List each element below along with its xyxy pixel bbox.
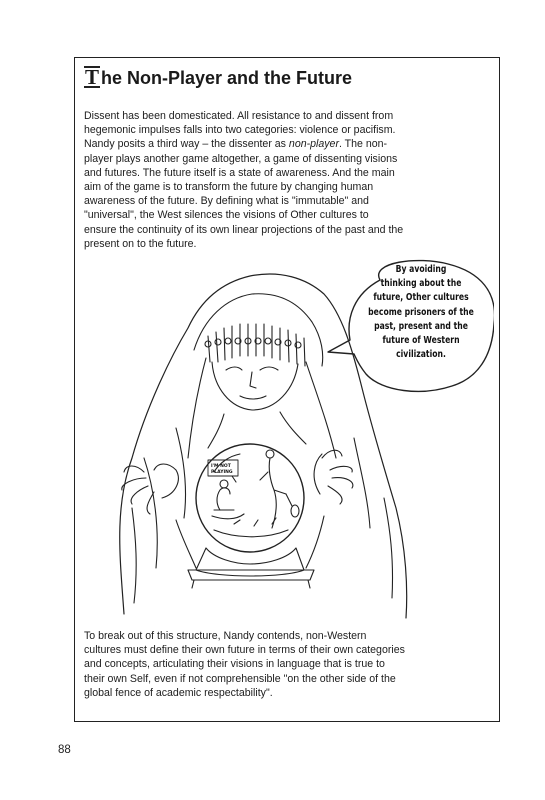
speech-bubble-text <box>358 263 484 362</box>
closing-line: their own Self, even if not comprehensible "on the other side of the <box>84 672 396 685</box>
cloak-fold <box>144 458 157 568</box>
intro-line: present on to the future. <box>84 237 197 250</box>
sleeve-right <box>306 516 324 568</box>
closing-line: To break out of this structure, Nandy contends, non-Western <box>84 630 367 642</box>
standing-figure-head <box>266 450 274 458</box>
nose <box>250 372 256 388</box>
intro-paragraph <box>84 109 494 251</box>
cloak-fold <box>384 498 393 598</box>
bubble-line: thinking about the <box>380 278 462 290</box>
intro-line-end: . The non- <box>338 138 388 151</box>
bubble-line: civilization. <box>396 349 446 361</box>
intro-line-start: Nandy posits a third way – the dissenter as <box>84 138 289 151</box>
bubble-line: past, present and the <box>374 320 468 332</box>
bubble-line: become prisoners of the <box>368 306 474 318</box>
emphasized-term: non-player <box>288 138 339 151</box>
sign-text-line: PLAYING <box>211 470 233 475</box>
stand-base <box>188 570 314 580</box>
veil-left <box>188 358 206 458</box>
face-outline <box>212 362 298 410</box>
intro-line: ensure the continuity of its own linear projections of the past and the <box>84 223 404 236</box>
closing-paragraph <box>84 629 494 700</box>
closing-line: and concepts, articulating their visions in language that is true to <box>84 658 385 671</box>
chest-fold <box>208 414 224 448</box>
sleeve-left <box>176 520 196 568</box>
cloak-fold <box>354 438 370 528</box>
closing-line: global fence of academic respectability". <box>84 686 273 699</box>
veil-right <box>306 362 336 458</box>
intro-line: Dissent has been domesticated. All resistance to and dissent from <box>84 110 394 122</box>
title-text: he Non-Player and the Future <box>101 68 353 88</box>
ball-ground <box>214 530 288 537</box>
intro-line: aim of the game is to transform the future by changing human <box>84 181 374 194</box>
bubble-line: By avoiding <box>395 264 447 275</box>
chest-fold <box>280 412 306 444</box>
bubble-line: future, Other cultures <box>373 292 469 304</box>
left-hand <box>122 464 179 514</box>
intro-line: awareness of the future. By defining what is "immutable" and <box>84 195 369 208</box>
intro-line: hegemonic impulses falls into two categories: violence or pacifism. <box>84 124 396 137</box>
headband-beads <box>205 338 301 348</box>
small-figure-seated <box>212 488 244 519</box>
ball-texture <box>234 518 276 526</box>
title-drop-cap: T <box>85 65 100 89</box>
right-hand <box>314 450 353 504</box>
intro-line: and futures. The future itself is a state of awareness. And the main <box>84 166 395 179</box>
page-number: 88 <box>58 744 71 756</box>
mouth <box>240 396 266 399</box>
intro-line: player plays another game altogether, a game of dissenting visions <box>84 152 398 165</box>
stand-foot <box>192 580 310 588</box>
left-eye <box>226 367 242 370</box>
sign-text-line: I'M NOT <box>211 464 231 469</box>
hood-inner-fold <box>194 294 323 366</box>
intro-line <box>84 137 494 151</box>
closing-line: cultures must define their own future in terms of their own categories <box>84 644 405 657</box>
cloak-fold <box>132 508 136 603</box>
bubble-line: future of Western <box>382 335 460 347</box>
sign-pointer <box>232 476 236 482</box>
small-figure-head <box>220 480 228 488</box>
right-eye <box>260 367 278 370</box>
intro-line: "universal", the West silences the visions of Other cultures to <box>84 209 369 222</box>
standing-figure <box>260 458 286 528</box>
racquet-head <box>291 505 299 517</box>
page-title <box>84 66 352 90</box>
racquet <box>286 494 292 506</box>
